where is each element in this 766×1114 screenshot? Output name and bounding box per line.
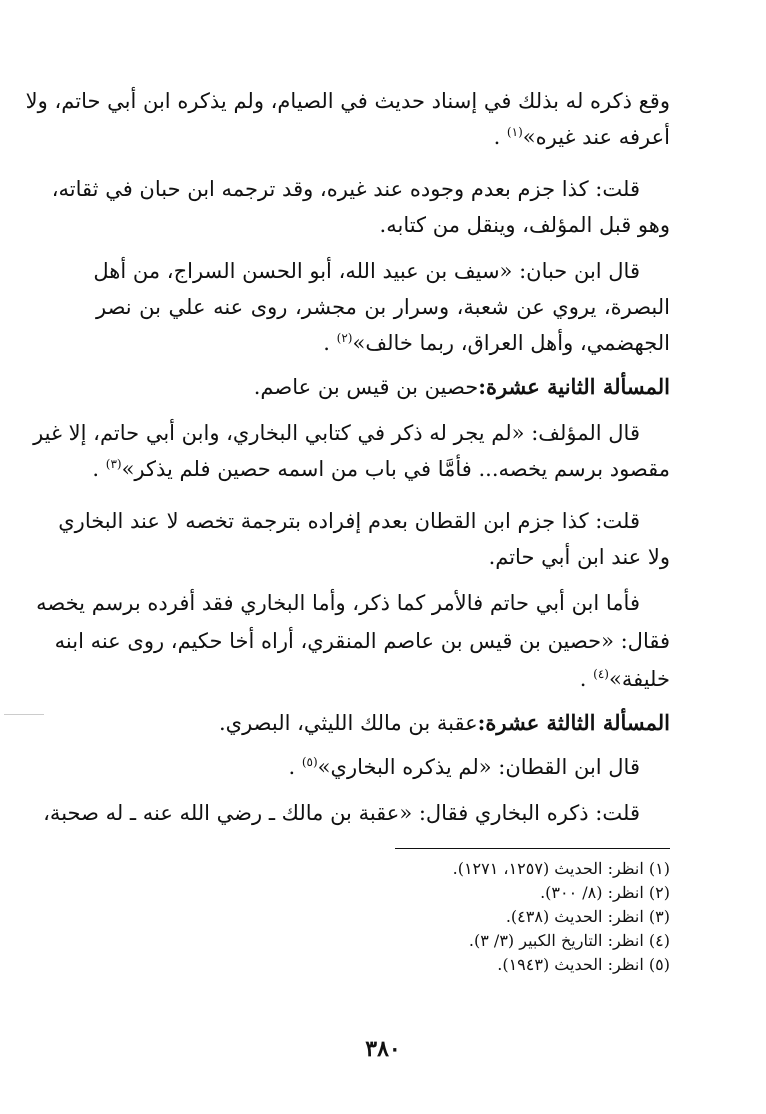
body-line-17: قال ابن القطان: «لم يذكره البخاري»$^{(٥)}$ . — [288, 755, 640, 779]
footnote-ref-3: (٣) — [105, 457, 122, 471]
section-heading-12: المسألة الثانية عشرة:حصين بن قيس بن عاصم. — [253, 374, 670, 399]
footnote-1: (١) انظر: الحديث (١٢٥٧، ١٢٧١). — [452, 859, 670, 878]
footnote-2: (٢) انظر: (٨/ ٣٠٠). — [540, 883, 670, 902]
body-line-4: وهو قبل المؤلف، وينقل من كتابه. — [379, 213, 670, 237]
footnote-ref-2: (٢) — [336, 331, 353, 345]
body-line-10: مقصود برسم يخصه... فأمَّا في باب من اسمه حصين فلم يذكر»$^{(٣)}$ . — [92, 457, 670, 481]
section-heading-13: المسألة الثالثة عشرة:عقبة بن مالك الليثي، البصري. — [218, 710, 670, 735]
body-line-3: قلت: كذا جزم بعدم وجوده عند غيره، وقد ترجمه ابن حبان في ثقاته، — [51, 177, 640, 201]
footnote-4: (٤) انظر: التاريخ الكبير (٣/ ٣). — [468, 931, 670, 950]
body-line-18: قلت: ذكره البخاري فقال: «عقبة بن مالك ـ رضي الله عنه ـ له صحبة، — [43, 801, 640, 825]
footnote-ref-5: (٥) — [301, 755, 318, 769]
margin-mark — [4, 714, 44, 715]
body-line-6: البصرة، يروي عن شعبة، وسرار بن مجشر، روى عنه علي بن نصر — [96, 295, 670, 319]
footnote-3: (٣) انظر: الحديث (٤٣٨). — [505, 907, 670, 926]
footnote-5: (٥) انظر: الحديث (١٩٤٣). — [497, 955, 670, 974]
body-line-14: فقال: «حصين بن قيس بن عاصم المنقري، أراه أخا حكيم، روى عنه ابنه — [54, 629, 670, 653]
body-line-9: قال المؤلف: «لم يجر له ذكر في كتابي البخاري، وابن أبي حاتم، إلا غير — [33, 421, 640, 445]
body-line-11: قلت: كذا جزم ابن القطان بعدم إفراده بترجمة تخصه لا عند البخاري — [58, 509, 640, 533]
body-line-7: الجهضمي، وأهل العراق، ربما خالف»$^{(٢)}$ . — [323, 331, 670, 355]
body-line-5: قال ابن حبان: «سيف بن عبيد الله، أبو الحسن السراج، من أهل — [93, 259, 640, 283]
body-line-13: فأما ابن أبي حاتم فالأمر كما ذكر، وأما البخاري فقد أفرده برسم يخصه — [36, 591, 640, 615]
page-number: ٣٨٠ — [365, 1036, 401, 1062]
footnote-ref-1: (١) — [506, 125, 523, 139]
footnote-ref-4: (٤) — [593, 667, 609, 681]
body-line-2: أعرفه عند غيره»$^{(١)}$ . — [493, 125, 670, 149]
body-line-12: ولا عند ابن أبي حاتم. — [488, 545, 670, 569]
footnote-separator — [395, 848, 670, 849]
body-line-15: خليفة»$^{(٤)}$ . — [579, 667, 670, 691]
body-line-1: وقع ذكره له بذلك في إسناد حديث في الصيام، ولم يذكره ابن أبي حاتم، ولا — [25, 89, 670, 113]
